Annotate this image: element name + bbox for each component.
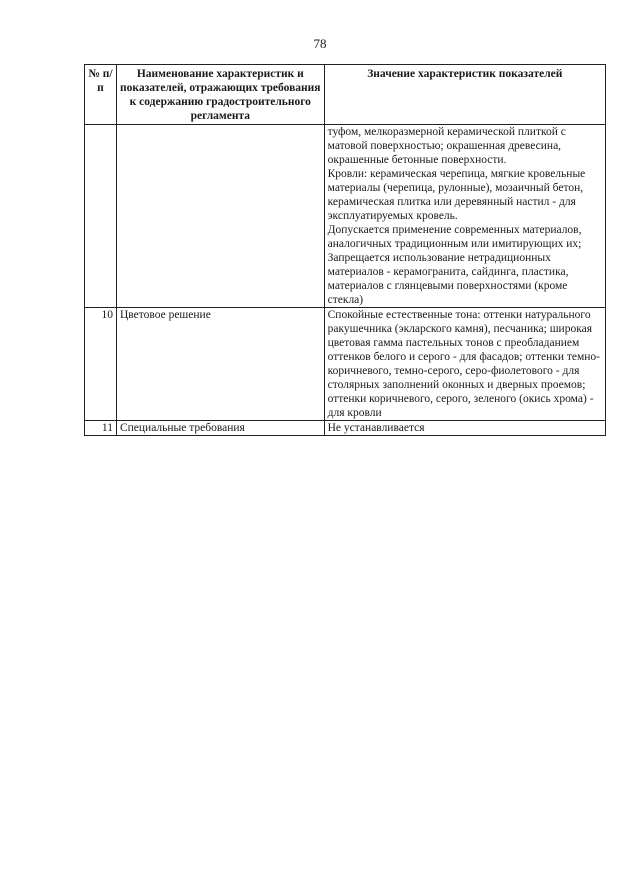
value-paragraph: Запрещается использование нетрадиционных материалов - керамогранита, сайдинга, пластика, материалов с глянцевыми поверхностями (кроме стекла): [327, 252, 569, 306]
row-name: Цветовое решение: [116, 308, 324, 421]
value-paragraph: Не устанавливается: [327, 422, 425, 434]
row-number: 10: [85, 308, 117, 421]
table-header-row: [85, 65, 606, 125]
row-number: 11: [85, 421, 117, 436]
row-value: [324, 421, 605, 436]
page-number: 78: [313, 36, 327, 51]
row-value: [324, 308, 605, 421]
value-paragraph: Кровли: керамическая черепица, мягкие кровельные материалы (черепица, рулонные), мозаичный бетон, керамическая плитка или деревянный настил - для эксплуатируемых кровель.: [327, 168, 586, 222]
row-name: [116, 125, 324, 308]
header-no: № п/п: [85, 65, 117, 125]
header-value: Значение характеристик показателей: [324, 65, 605, 125]
value-paragraph: Допускается применение современных материалов, аналогичных традиционным или имитирующих их;: [327, 224, 582, 250]
value-paragraph: Спокойные естественные тона: оттенки натурального ракушечника (экларского камня), песчаника; широкая цветовая гамма пастельных тонов с преобладанием оттенков белого и серого - для фасадов; оттенки темно-коричневого, темно-серого, серо-фиолетового - для столярных заполнений оконных и дверных проемов; оттенки коричневого, серого, зеленого (окись хрома) - для кровли: [327, 309, 601, 419]
table-row: [85, 308, 606, 421]
row-value: [324, 125, 605, 308]
table-row: [85, 421, 606, 436]
value-paragraph: туфом, мелкоразмерной керамической плиткой с матовой поверхностью; окрашенная древесина, окрашенные бетонные поверхности.: [327, 126, 566, 166]
row-name: Специальные требования: [116, 421, 324, 436]
regulation-table: [84, 64, 606, 436]
row-number: [85, 125, 117, 308]
table-row: [85, 125, 606, 308]
header-name: Наименование характеристик и показателей, отражающих требования к содержанию градостроительного регламента: [116, 65, 324, 125]
